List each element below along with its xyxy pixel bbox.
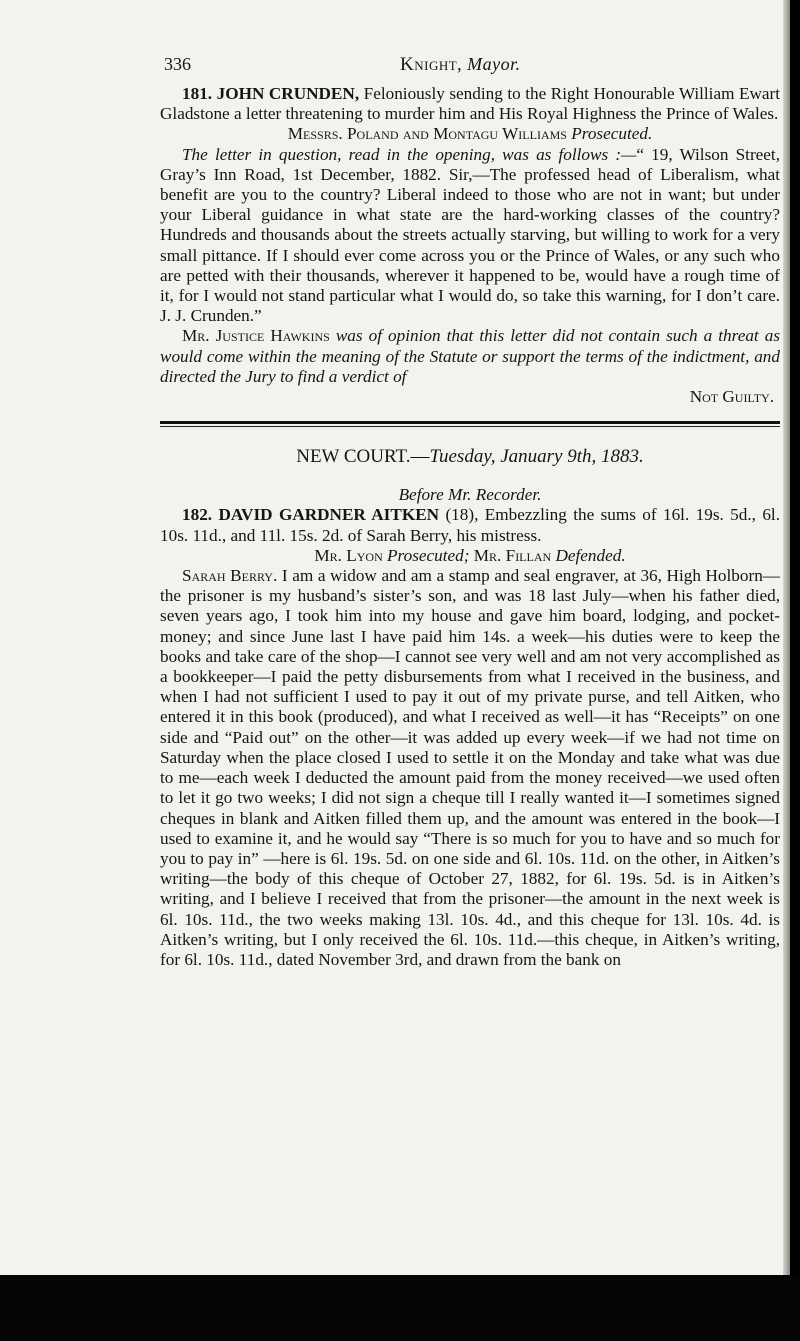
counsel-line-182 <box>160 546 780 566</box>
scan-border <box>0 1275 800 1341</box>
judge-opinion <box>160 326 780 387</box>
case-182-heading <box>160 505 780 545</box>
running-head: Knight, Mayor. <box>400 54 521 75</box>
counsel-line <box>160 124 780 144</box>
header-office: Mayor. <box>467 54 521 74</box>
section-divider-thick <box>160 421 780 424</box>
section-divider-thin <box>160 426 780 427</box>
letter-paragraph <box>160 145 780 327</box>
verdict: Not Guilty. <box>689 387 774 407</box>
opinion-text: was of opinion that this letter did not contain such a threat as would come within the meaning of the Statute or support the terms of the indictment, and directed the Jury to find a verdict of <box>160 326 781 386</box>
header-surname: Knight <box>400 54 458 75</box>
court-heading <box>160 445 780 469</box>
case-number: 181. <box>182 84 213 103</box>
running-header <box>160 50 780 84</box>
prosecution-role: Prosecuted; <box>387 545 470 565</box>
case-181-heading <box>160 84 780 124</box>
page-edge <box>783 0 790 1275</box>
letter-intro: The letter in question, read in the opening, was as follows :— <box>182 144 637 164</box>
counsel-names: Messrs. Poland and Montagu Williams <box>287 124 567 144</box>
before-judge: Before Mr. Recorder. <box>398 485 542 505</box>
court-name: NEW COURT.— <box>296 446 430 468</box>
prosecution-name: Mr. Lyon <box>314 545 383 565</box>
defence-role: Defended. <box>555 545 626 565</box>
page-content <box>160 50 780 970</box>
testimony-text: I am a widow and am a stamp and seal engraver, at 36, High Holborn—the prisoner is my husband’s sister’s son, and was 18 last July—when his father died, seven years ago, I took him into my house and gave him board, lodging, and pocket-money; and since June last I have paid him 14s. a week—his duties were to keep the books and take care of the shop—I cannot see very well and am not very accomplished as a bookkeeper—I paid the petty disbursements from what I received in the business, and when I had not sufficient I used to pay it out of my private purse, and tell Aitken, who entered it in this book (produced), and what I received as well—it has “Receipts” on one side and “Paid out” on the other—it was added up every week—if we had not time on Saturday when the place closed I used to settle it on the Monday and take what was due to me—each week I deducted the amount paid from the money received—we used often to let it go two weeks; I did not sign a cheque till I really wanted it—I sometimes signed cheques in blank and Aitken filled them up, and the amount was entered in the book—I used to examine it, and he would say “There is so much for you to have and so much for you to pay in” —here is 6l. 19s. 5d. on one side and 6l. 10s. 11d. on the other, in Aitken’s writing—the body of this cheque of October 27, 1882, for 6l. 19s. 5d. is in Aitken’s writing, and I believe I received that from the prisoner—the amount in the next week is 6l. 10s. 11d., the two weeks making 13l. 10s. 4d., and this cheque for 13l. 10s. 4d. is Aitken’s writing, but I only received the 6l. 10s. 11d.—this cheque, in Aitken’s writing, for 6l. 10s. 11d., dated November 3rd, and drawn from the bank on <box>160 566 780 969</box>
case-number-182: 182. <box>182 505 213 525</box>
charge-text: Feloniously sending to the Right Honourable William Ewart Gladstone a letter threatening to murder him and His Royal Highness the Prince of Wales. <box>160 84 781 124</box>
judge-name: Mr. Justice Hawkins <box>182 326 330 346</box>
page-number: 336 <box>164 54 191 74</box>
defence-name: Mr. Fillan <box>473 545 552 565</box>
charge-text-182: Embezzling the sums of 16l. 19s. 5d., 6l. 10s. 11d., and 11l. 15s. 2d. of Sarah Berry, his mistress. <box>160 505 780 545</box>
letter-text: “ 19, Wilson Street, Gray’s Inn Road, 1st December, 1882. Sir,—The professed head of Liberalism, what benefit are you to the country? Liberal indeed to those who are not in want; but under your Liberal guidance in what state are the hard-working classes of the country? Hundreds and thousands about the streets actually starving, but willing to work for a very small pittance. If I should ever come across you or the Prince of Wales, or any such who are petted with their thousands, wherever it happened to be, would have a rough time of it, for I would not stand particular what I would do, so take this warning, for I don’t care. J. J. Crunden.” <box>160 144 780 326</box>
defendant-name: JOHN CRUNDEN, <box>216 84 360 103</box>
court-date: Tuesday, January 9th, 1883. <box>429 446 644 468</box>
counsel-role: Prosecuted. <box>571 124 653 144</box>
defendant-age: (18), <box>445 505 479 525</box>
witness-name: Sarah Berry. <box>182 566 278 586</box>
defendant-name-182: DAVID GARDNER AITKEN <box>218 505 440 525</box>
witness-testimony <box>160 566 780 970</box>
